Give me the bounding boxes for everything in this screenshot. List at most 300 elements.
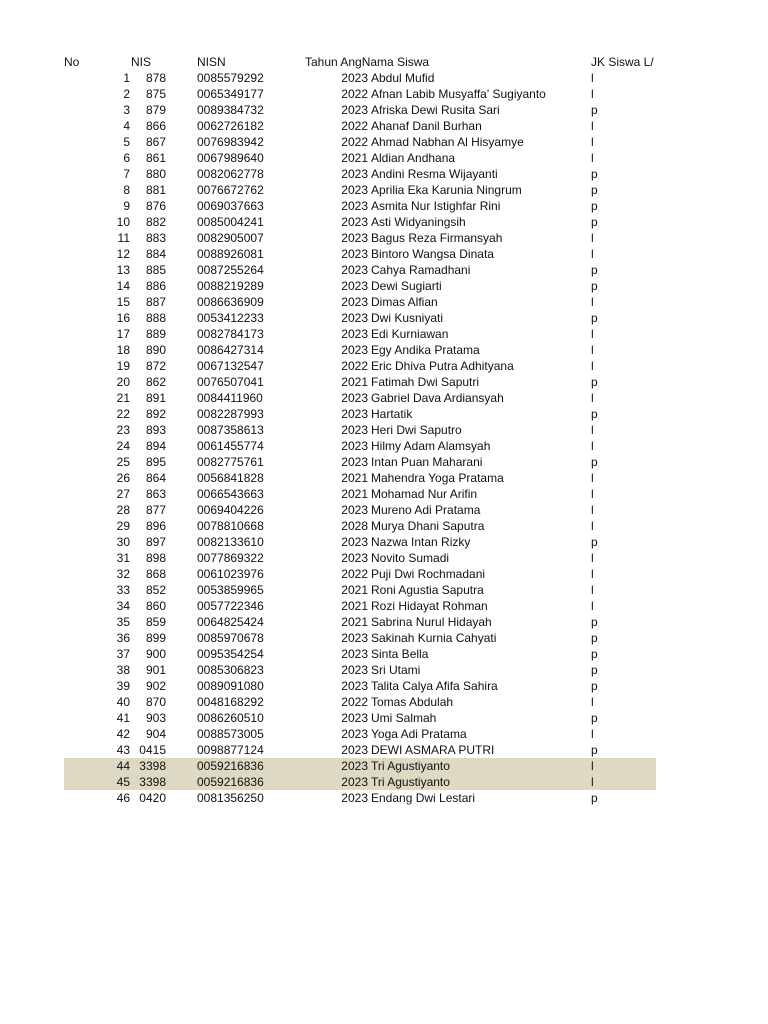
cell-nis: 0420 [139,791,166,805]
cell-nama: Bintoro Wangsa Dinata [371,247,494,261]
cell-nama: Cahya Ramadhani [371,263,471,277]
table-row [64,358,656,374]
table-row [64,502,656,518]
table-row [64,150,656,166]
table-row [64,70,656,86]
cell-jk: l [591,695,594,709]
cell-jk: l [591,599,594,613]
cell-no: 33 [116,583,130,597]
cell-jk: l [591,247,594,261]
cell-no: 5 [123,135,130,149]
cell-nama: Intan Puan Maharani [371,455,483,469]
table-row [64,246,656,262]
cell-nisn: 0056841828 [197,471,264,485]
cell-nama: Yoga Adi Pratama [371,727,467,741]
cell-no: 2 [123,87,130,101]
cell-nisn: 0086260510 [197,711,264,725]
cell-tahun: 2023 [341,791,368,805]
cell-nama: Murya Dhani Saputra [371,519,485,533]
cell-jk: p [591,183,598,197]
cell-nama: Puji Dwi Rochmadani [371,567,486,581]
cell-nis: 895 [145,455,166,469]
cell-nisn: 0069037663 [197,199,264,213]
cell-nis: 881 [145,183,166,197]
cell-tahun: 2023 [341,71,368,85]
cell-tahun: 2023 [341,183,368,197]
cell-tahun: 2023 [341,167,368,181]
cell-tahun: 2022 [341,87,368,101]
cell-nisn: 0085306823 [197,663,264,677]
cell-tahun: 2023 [341,199,368,213]
header-no: No [64,55,80,69]
cell-nis: 877 [145,503,166,517]
table-row [64,438,656,454]
cell-nisn: 0085970678 [197,631,264,645]
table-row [64,342,656,358]
cell-no: 17 [116,327,130,341]
cell-nis: 875 [145,87,166,101]
table-row [64,598,656,614]
cell-jk: l [591,151,594,165]
cell-jk: p [591,103,598,117]
cell-nis: 863 [145,487,166,501]
table-row [64,550,656,566]
cell-no: 1 [123,71,130,85]
cell-nis: 901 [145,663,166,677]
cell-nis: 3398 [139,759,166,773]
cell-nisn: 0085004241 [197,215,264,229]
cell-nama: Novito Sumadi [371,551,450,565]
cell-nisn: 0078810668 [197,519,264,533]
cell-jk: l [591,359,594,373]
cell-nama: Hilmy Adam Alamsyah [371,439,491,453]
cell-jk: l [591,551,594,565]
cell-no: 40 [116,695,130,709]
cell-nisn: 0089384732 [197,103,264,117]
cell-jk: p [591,791,598,805]
table-row [64,118,656,134]
cell-no: 37 [116,647,130,661]
cell-no: 22 [116,407,130,421]
table-row [64,790,656,806]
table-row [64,678,656,694]
cell-nama: Sabrina Nurul Hidayah [371,615,492,629]
cell-nis: 897 [145,535,166,549]
cell-nis: 882 [145,215,166,229]
cell-nama: Egy Andika Pratama [371,343,480,357]
cell-no: 18 [116,343,130,357]
cell-nis: 896 [145,519,166,533]
cell-no: 43 [116,743,130,757]
cell-nis: 902 [145,679,166,693]
cell-nama: Andini Resma Wijayanti [371,167,498,181]
cell-nis: 884 [145,247,166,261]
cell-nis: 876 [145,199,166,213]
table-row [64,646,656,662]
table-body [64,70,656,806]
cell-nama: Rozi Hidayat Rohman [371,599,488,613]
table-row [64,262,656,278]
cell-nama: Mohamad Nur Arifin [371,487,478,501]
cell-nama: Dimas Alfian [371,295,438,309]
cell-nisn: 0059216836 [197,759,264,773]
cell-no: 20 [116,375,130,389]
cell-nama: Tomas Abdulah [371,695,454,709]
table-row [64,166,656,182]
cell-nis: 904 [145,727,166,741]
cell-nisn: 0082775761 [197,455,264,469]
cell-nisn: 0061455774 [197,439,264,453]
cell-nisn: 0088926081 [197,247,264,261]
table-row [64,486,656,502]
cell-nama: Ahmad Nabhan Al Hisyamye [371,135,524,149]
cell-no: 39 [116,679,130,693]
table-row [64,134,656,150]
cell-nisn: 0082133610 [197,535,264,549]
cell-tahun: 2023 [341,311,368,325]
cell-nis: 898 [145,551,166,565]
cell-tahun: 2022 [341,119,368,133]
cell-jk: p [591,199,598,213]
table-row [64,278,656,294]
cell-tahun: 2022 [341,567,368,581]
cell-nisn: 0087255264 [197,263,264,277]
cell-no: 16 [116,311,130,325]
cell-nama: Hartatik [371,407,413,421]
cell-tahun: 2021 [341,375,368,389]
table-row [64,294,656,310]
cell-nama: Abdul Mufid [371,71,435,85]
cell-jk: l [591,471,594,485]
cell-tahun: 2023 [341,663,368,677]
cell-no: 7 [123,167,130,181]
table-row [64,102,656,118]
cell-tahun: 2023 [341,391,368,405]
cell-tahun: 2023 [341,247,368,261]
cell-nis: 879 [145,103,166,117]
cell-nisn: 0088219289 [197,279,264,293]
table-row [64,566,656,582]
cell-nis: 880 [145,167,166,181]
header-tahun-nama: Tahun AngNama Siswa [305,55,430,69]
cell-no: 35 [116,615,130,629]
cell-nisn: 0062726182 [197,119,264,133]
cell-nisn: 0048168292 [197,695,264,709]
cell-nis: 852 [145,583,166,597]
cell-nama: Afnan Labib Musyaffa' Sugiyanto [371,87,546,101]
cell-nisn: 0088573005 [197,727,264,741]
cell-no: 26 [116,471,130,485]
cell-no: 44 [116,759,130,773]
cell-nis: 0415 [139,743,166,757]
cell-nis: 892 [145,407,166,421]
cell-nama: Talita Calya Afifa Sahira [371,679,498,693]
cell-tahun: 2023 [341,631,368,645]
table-row [64,454,656,470]
cell-nisn: 0066543663 [197,487,264,501]
cell-nis: 889 [145,327,166,341]
cell-jk: l [591,487,594,501]
cell-jk: p [591,455,598,469]
cell-jk: p [591,711,598,725]
cell-no: 23 [116,423,130,437]
cell-no: 3 [123,103,130,117]
cell-no: 6 [123,151,130,165]
cell-nama: Asti Widyaningsih [371,215,466,229]
cell-nama: Endang Dwi Lestari [371,791,476,805]
cell-nisn: 0067132547 [197,359,264,373]
cell-tahun: 2021 [341,615,368,629]
cell-no: 36 [116,631,130,645]
cell-jk: l [591,71,594,85]
cell-nisn: 0053412233 [197,311,264,325]
cell-tahun: 2021 [341,487,368,501]
cell-nisn: 0081356250 [197,791,264,805]
cell-jk: p [591,743,598,757]
cell-nisn: 0053859965 [197,583,264,597]
cell-no: 27 [116,487,130,501]
cell-tahun: 2023 [341,231,368,245]
cell-no: 46 [116,791,130,805]
cell-jk: p [591,663,598,677]
cell-nisn: 0082062778 [197,167,264,181]
cell-nisn: 0076983942 [197,135,264,149]
cell-tahun: 2023 [341,679,368,693]
cell-jk: p [591,311,598,325]
cell-nama: Tri Agustiyanto [371,759,450,773]
cell-nama: Dewi Sugiarti [371,279,442,293]
cell-tahun: 2023 [341,551,368,565]
cell-jk: l [591,519,594,533]
cell-nis: 870 [145,695,166,709]
cell-tahun: 2023 [341,295,368,309]
cell-tahun: 2021 [341,583,368,597]
cell-no: 29 [116,519,130,533]
cell-jk: l [591,343,594,357]
cell-nis: 893 [145,423,166,437]
table-row [64,214,656,230]
cell-nisn: 0057722346 [197,599,264,613]
cell-jk: p [591,375,598,389]
cell-jk: p [591,631,598,645]
cell-nis: 866 [145,119,166,133]
cell-no: 4 [123,119,130,133]
cell-tahun: 2022 [341,695,368,709]
table-header-row [64,54,656,70]
cell-no: 41 [116,711,130,725]
cell-no: 21 [116,391,130,405]
cell-nama: Aprilia Eka Karunia Ningrum [371,183,522,197]
cell-jk: l [591,567,594,581]
cell-nama: Afriska Dewi Rusita Sari [371,103,500,117]
cell-no: 24 [116,439,130,453]
cell-nama: Mureno Adi Pratama [371,503,481,517]
cell-no: 45 [116,775,130,789]
cell-nisn: 0082784173 [197,327,264,341]
cell-jk: p [591,647,598,661]
cell-jk: p [591,615,598,629]
table-row [64,694,656,710]
table-row [64,310,656,326]
cell-nisn: 0059216836 [197,775,264,789]
cell-tahun: 2023 [341,327,368,341]
cell-tahun: 2023 [341,775,368,789]
cell-jk: p [591,215,598,229]
cell-no: 38 [116,663,130,677]
cell-nis: 903 [145,711,166,725]
cell-tahun: 2023 [341,343,368,357]
cell-tahun: 2023 [341,647,368,661]
cell-nisn: 0076672762 [197,183,264,197]
cell-no: 15 [116,295,130,309]
cell-nis: 888 [145,311,166,325]
cell-nisn: 0067989640 [197,151,264,165]
cell-nama: Edi Kurniawan [371,327,449,341]
cell-no: 14 [116,279,130,293]
cell-jk: l [591,583,594,597]
cell-jk: p [591,263,598,277]
cell-tahun: 2023 [341,439,368,453]
table-row [64,742,656,758]
cell-jk: l [591,119,594,133]
cell-nama: Dwi Kusniyati [371,311,444,325]
cell-tahun: 2023 [341,423,368,437]
cell-nama: Ahanaf Danil Burhan [371,119,482,133]
cell-nisn: 0087358613 [197,423,264,437]
cell-nisn: 0098877124 [197,743,264,757]
cell-nisn: 0077869322 [197,551,264,565]
cell-nis: 890 [145,343,166,357]
table-row [64,758,656,774]
cell-nama: Fatimah Dwi Saputri [371,375,480,389]
table-row [64,582,656,598]
cell-tahun: 2023 [341,279,368,293]
table-row [64,86,656,102]
cell-no: 25 [116,455,130,469]
cell-tahun: 2021 [341,471,368,485]
cell-nama: Asmita Nur Istighfar Rini [371,199,501,213]
cell-nis: 867 [145,135,166,149]
table-row [64,774,656,790]
cell-no: 19 [116,359,130,373]
cell-nisn: 0086636909 [197,295,264,309]
table-row [64,422,656,438]
cell-nama: Sri Utami [371,663,421,677]
cell-nama: Umi Salmah [371,711,437,725]
cell-nis: 878 [145,71,166,85]
cell-nama: Bagus Reza Firmansyah [371,231,503,245]
table-row [64,614,656,630]
cell-jk: l [591,231,594,245]
cell-no: 13 [116,263,130,277]
cell-jk: l [591,759,594,773]
header-nis: NIS [131,55,152,69]
cell-nis: 860 [145,599,166,613]
cell-no: 42 [116,727,130,741]
table-row [64,726,656,742]
cell-nis: 872 [145,359,166,373]
cell-nisn: 0061023976 [197,567,264,581]
cell-no: 9 [123,199,130,213]
table-row [64,374,656,390]
cell-tahun: 2021 [341,599,368,613]
cell-nisn: 0082905007 [197,231,264,245]
cell-jk: p [591,535,598,549]
table-row [64,326,656,342]
table-row [64,534,656,550]
cell-jk: l [591,439,594,453]
cell-no: 8 [123,183,130,197]
table-row [64,518,656,534]
cell-nisn: 0082287993 [197,407,264,421]
cell-nama: Heri Dwi Saputro [371,423,462,437]
cell-nisn: 0095354254 [197,647,264,661]
cell-no: 31 [116,551,130,565]
cell-no: 10 [116,215,130,229]
cell-tahun: 2023 [341,759,368,773]
cell-nisn: 0076507041 [197,375,264,389]
cell-nis: 900 [145,647,166,661]
table-row [64,710,656,726]
cell-nisn: 0085579292 [197,71,264,85]
cell-tahun: 2022 [341,359,368,373]
table-row [64,662,656,678]
header-nisn: NISN [197,55,226,69]
cell-tahun: 2023 [341,103,368,117]
table-row [64,406,656,422]
cell-no: 28 [116,503,130,517]
cell-tahun: 2023 [341,727,368,741]
cell-jk: p [591,407,598,421]
cell-nis: 899 [145,631,166,645]
cell-nis: 3398 [139,775,166,789]
cell-nama: Roni Agustia Saputra [371,583,484,597]
table-row [64,198,656,214]
cell-tahun: 2023 [341,503,368,517]
cell-nis: 891 [145,391,166,405]
cell-jk: p [591,679,598,693]
cell-nis: 859 [145,615,166,629]
cell-nisn: 0089091080 [197,679,264,693]
cell-nis: 864 [145,471,166,485]
cell-jk: l [591,727,594,741]
cell-nis: 883 [145,231,166,245]
cell-jk: l [591,87,594,101]
table-row [64,230,656,246]
table-row [64,182,656,198]
cell-jk: l [591,135,594,149]
table-row [64,630,656,646]
cell-no: 32 [116,567,130,581]
student-table [64,54,656,806]
cell-jk: l [591,775,594,789]
cell-nama: Eric Dhiva Putra Adhityana [371,359,514,373]
cell-nisn: 0069404226 [197,503,264,517]
cell-tahun: 2023 [341,711,368,725]
cell-no: 30 [116,535,130,549]
cell-nama: Mahendra Yoga Pratama [371,471,504,485]
cell-jk: p [591,167,598,181]
cell-nisn: 0065349177 [197,87,264,101]
cell-nama: Gabriel Dava Ardiansyah [371,391,504,405]
cell-nis: 868 [145,567,166,581]
cell-nisn: 0086427314 [197,343,264,357]
cell-jk: l [591,391,594,405]
cell-jk: l [591,327,594,341]
cell-tahun: 2022 [341,135,368,149]
cell-jk: p [591,279,598,293]
cell-tahun: 2023 [341,407,368,421]
